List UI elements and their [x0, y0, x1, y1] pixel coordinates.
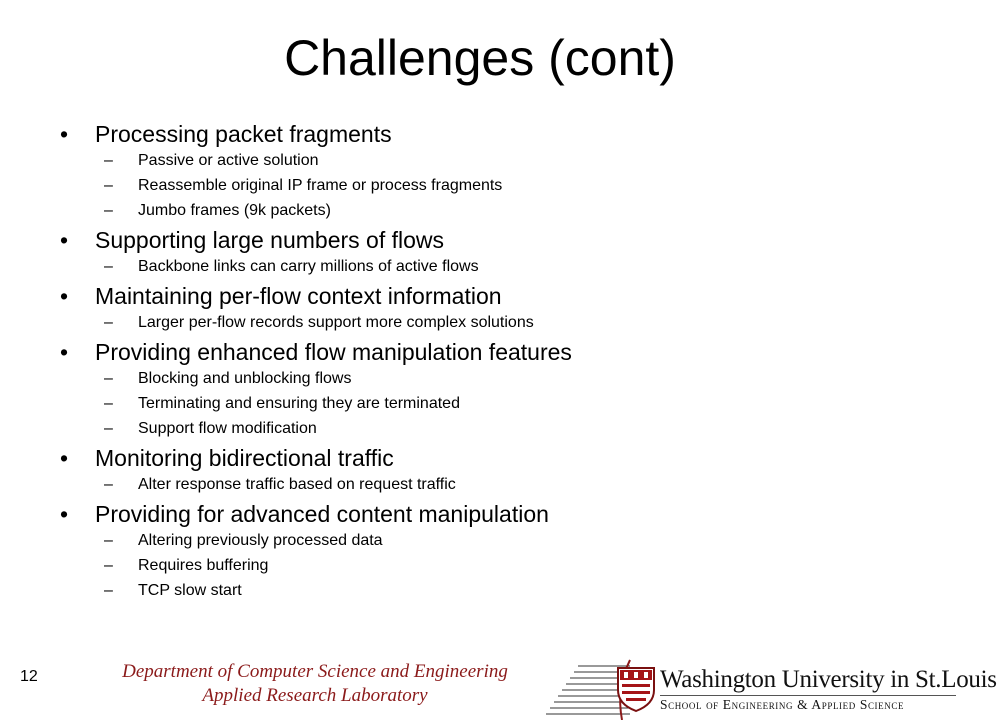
dash-marker: –	[104, 258, 113, 275]
bullet-list	[60, 120, 920, 606]
bullet-marker: •	[60, 283, 69, 309]
bullet-item	[60, 120, 920, 226]
sub-bullet: – Altering previously processed data	[104, 532, 383, 549]
slide-number: 12	[20, 668, 38, 685]
sub-bullet: – TCP slow start	[104, 582, 242, 599]
bullet-marker: •	[60, 445, 69, 471]
dash-marker: –	[104, 582, 113, 599]
sub-bullet: – Requires buffering	[104, 557, 269, 574]
university-logo	[612, 662, 997, 720]
bullet-text: • Processing packet fragments	[60, 121, 392, 147]
dash-marker: –	[104, 476, 113, 493]
bullet-item	[60, 226, 920, 282]
dash-marker: –	[104, 370, 113, 387]
bullet-text: • Providing enhanced flow manipulation features	[60, 339, 572, 365]
bullet-item	[60, 500, 920, 606]
bullet-marker: •	[60, 501, 69, 527]
dash-marker: –	[104, 314, 113, 331]
sub-bullet: – Alter response traffic based on request traffic	[104, 476, 456, 493]
lab-name: Applied Research Laboratory	[202, 685, 428, 706]
school-name: School of Engineering & Applied Science	[660, 697, 905, 712]
bullet-item	[60, 338, 920, 444]
bullet-text: • Providing for advanced content manipulation	[60, 501, 549, 527]
bullet-marker: •	[60, 339, 69, 365]
bullet-text: • Maintaining per-flow context information	[60, 283, 502, 309]
dash-marker: –	[104, 177, 113, 194]
sub-bullet: – Terminating and ensuring they are terminated	[104, 395, 460, 412]
bullet-item	[60, 282, 920, 338]
slide-title: Challenges (cont)	[284, 30, 676, 86]
bullet-text: • Monitoring bidirectional traffic	[60, 445, 394, 471]
sub-bullet: – Backbone links can carry millions of active flows	[104, 258, 479, 275]
sub-bullet: – Reassemble original IP frame or process fragments	[104, 177, 503, 194]
shield-icon	[616, 666, 656, 712]
sub-bullet: – Passive or active solution	[104, 152, 319, 169]
bullet-marker: •	[60, 227, 69, 253]
dash-marker: –	[104, 420, 113, 437]
university-name: Washington University in St.Louis	[660, 666, 997, 693]
department-name: Department of Computer Science and Engineering	[122, 661, 508, 682]
dash-marker: –	[104, 532, 113, 549]
dash-marker: –	[104, 557, 113, 574]
bullet-item	[60, 444, 920, 500]
sub-bullet: – Blocking and unblocking flows	[104, 370, 352, 387]
footer-department	[80, 660, 550, 708]
bullet-marker: •	[60, 121, 69, 147]
sub-bullet: – Jumbo frames (9k packets)	[104, 202, 331, 219]
dash-marker: –	[104, 395, 113, 412]
dash-marker: –	[104, 152, 113, 169]
logo-divider	[660, 695, 956, 696]
sub-bullet: – Support flow modification	[104, 420, 317, 437]
bullet-text: • Supporting large numbers of flows	[60, 227, 445, 253]
dash-marker: –	[104, 202, 113, 219]
sub-bullet: – Larger per-flow records support more complex solutions	[104, 314, 534, 331]
